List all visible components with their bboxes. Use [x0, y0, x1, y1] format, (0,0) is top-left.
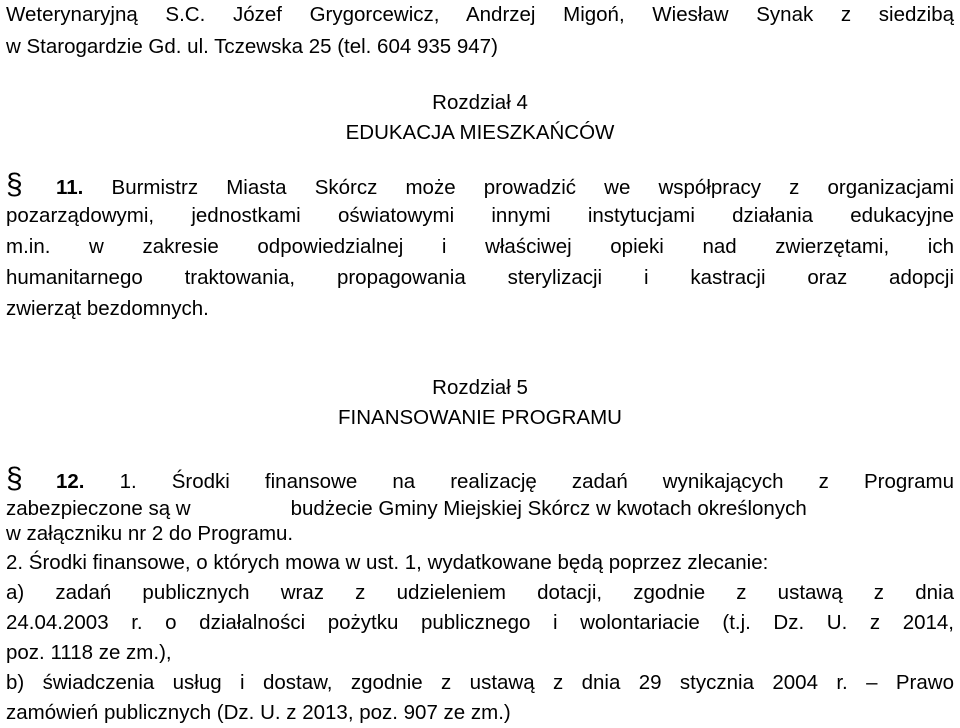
- chapter-heading: Rozdział 5: [432, 376, 528, 399]
- paragraph-line: m.in. w zakresie odpowiedzialnej i właściwej opieki nad zwierzętami, ich: [6, 235, 954, 258]
- paragraph-line: humanitarnego traktowania, propagowania sterylizacji i kastracji oraz adopcji: [6, 266, 954, 289]
- chapter-title: EDUKACJA MIESZKAŃCÓW: [345, 121, 615, 144]
- chapter-heading: Rozdział 4: [432, 91, 528, 114]
- section-mark: §: [6, 462, 23, 495]
- section-number: 12.: [56, 470, 85, 493]
- paragraph-line: pozarządowymi, jednostkami oświatowymi innymi instytucjami działania edukacyjne: [6, 204, 954, 227]
- paragraph-line: Weterynaryjną S.C. Józef Grygorcewicz, Andrzej Migoń, Wiesław Synak z siedzibą: [6, 3, 954, 26]
- chapter-title: FINANSOWANIE PROGRAMU: [338, 406, 622, 429]
- paragraph-line: w załączniku nr 2 do Programu.: [6, 522, 294, 545]
- text-fragment: budżecie Gminy Miejskiej Skórcz w kwotach określonych: [290, 497, 807, 520]
- paragraph-line: zwierząt bezdomnych.: [6, 297, 209, 320]
- section-text: 1. Środki finansowe na realizację zadań wynikających z Programu: [119, 470, 954, 493]
- section-mark: §: [6, 168, 23, 201]
- paragraph-line: a) zadań publicznych wraz z udzieleniem dotacji, zgodnie z ustawą z dnia: [6, 581, 954, 604]
- paragraph-line: b) świadczenia usług i dostaw, zgodnie z ustawą z dnia 29 stycznia 2004 r. – Prawo: [6, 671, 954, 694]
- section-12-line: [6, 464, 954, 497]
- section-11-line: [6, 170, 954, 203]
- paragraph-line: zamówień publicznych (Dz. U. z 2013, poz. 907 ze zm.): [6, 701, 511, 724]
- paragraph-line: poz. 1118 ze zm.),: [6, 641, 172, 664]
- section-number: 11.: [56, 176, 84, 199]
- section-text: Burmistrz Miasta Skórcz może prowadzić we współpracy z organizacjami: [111, 176, 954, 199]
- paragraph-line: 24.04.2003 r. o działalności pożytku publicznego i wolontariacie (t.j. Dz. U. z 2014,: [6, 611, 954, 634]
- paragraph-line: w Starogardzie Gd. ul. Tczewska 25 (tel. 604 935 947): [6, 35, 498, 58]
- text-fragment: zabezpieczone są w: [6, 497, 191, 520]
- paragraph-line: 2. Środki finansowe, o których mowa w ust. 1, wydatkowane będą poprzez zlecanie:: [6, 551, 769, 574]
